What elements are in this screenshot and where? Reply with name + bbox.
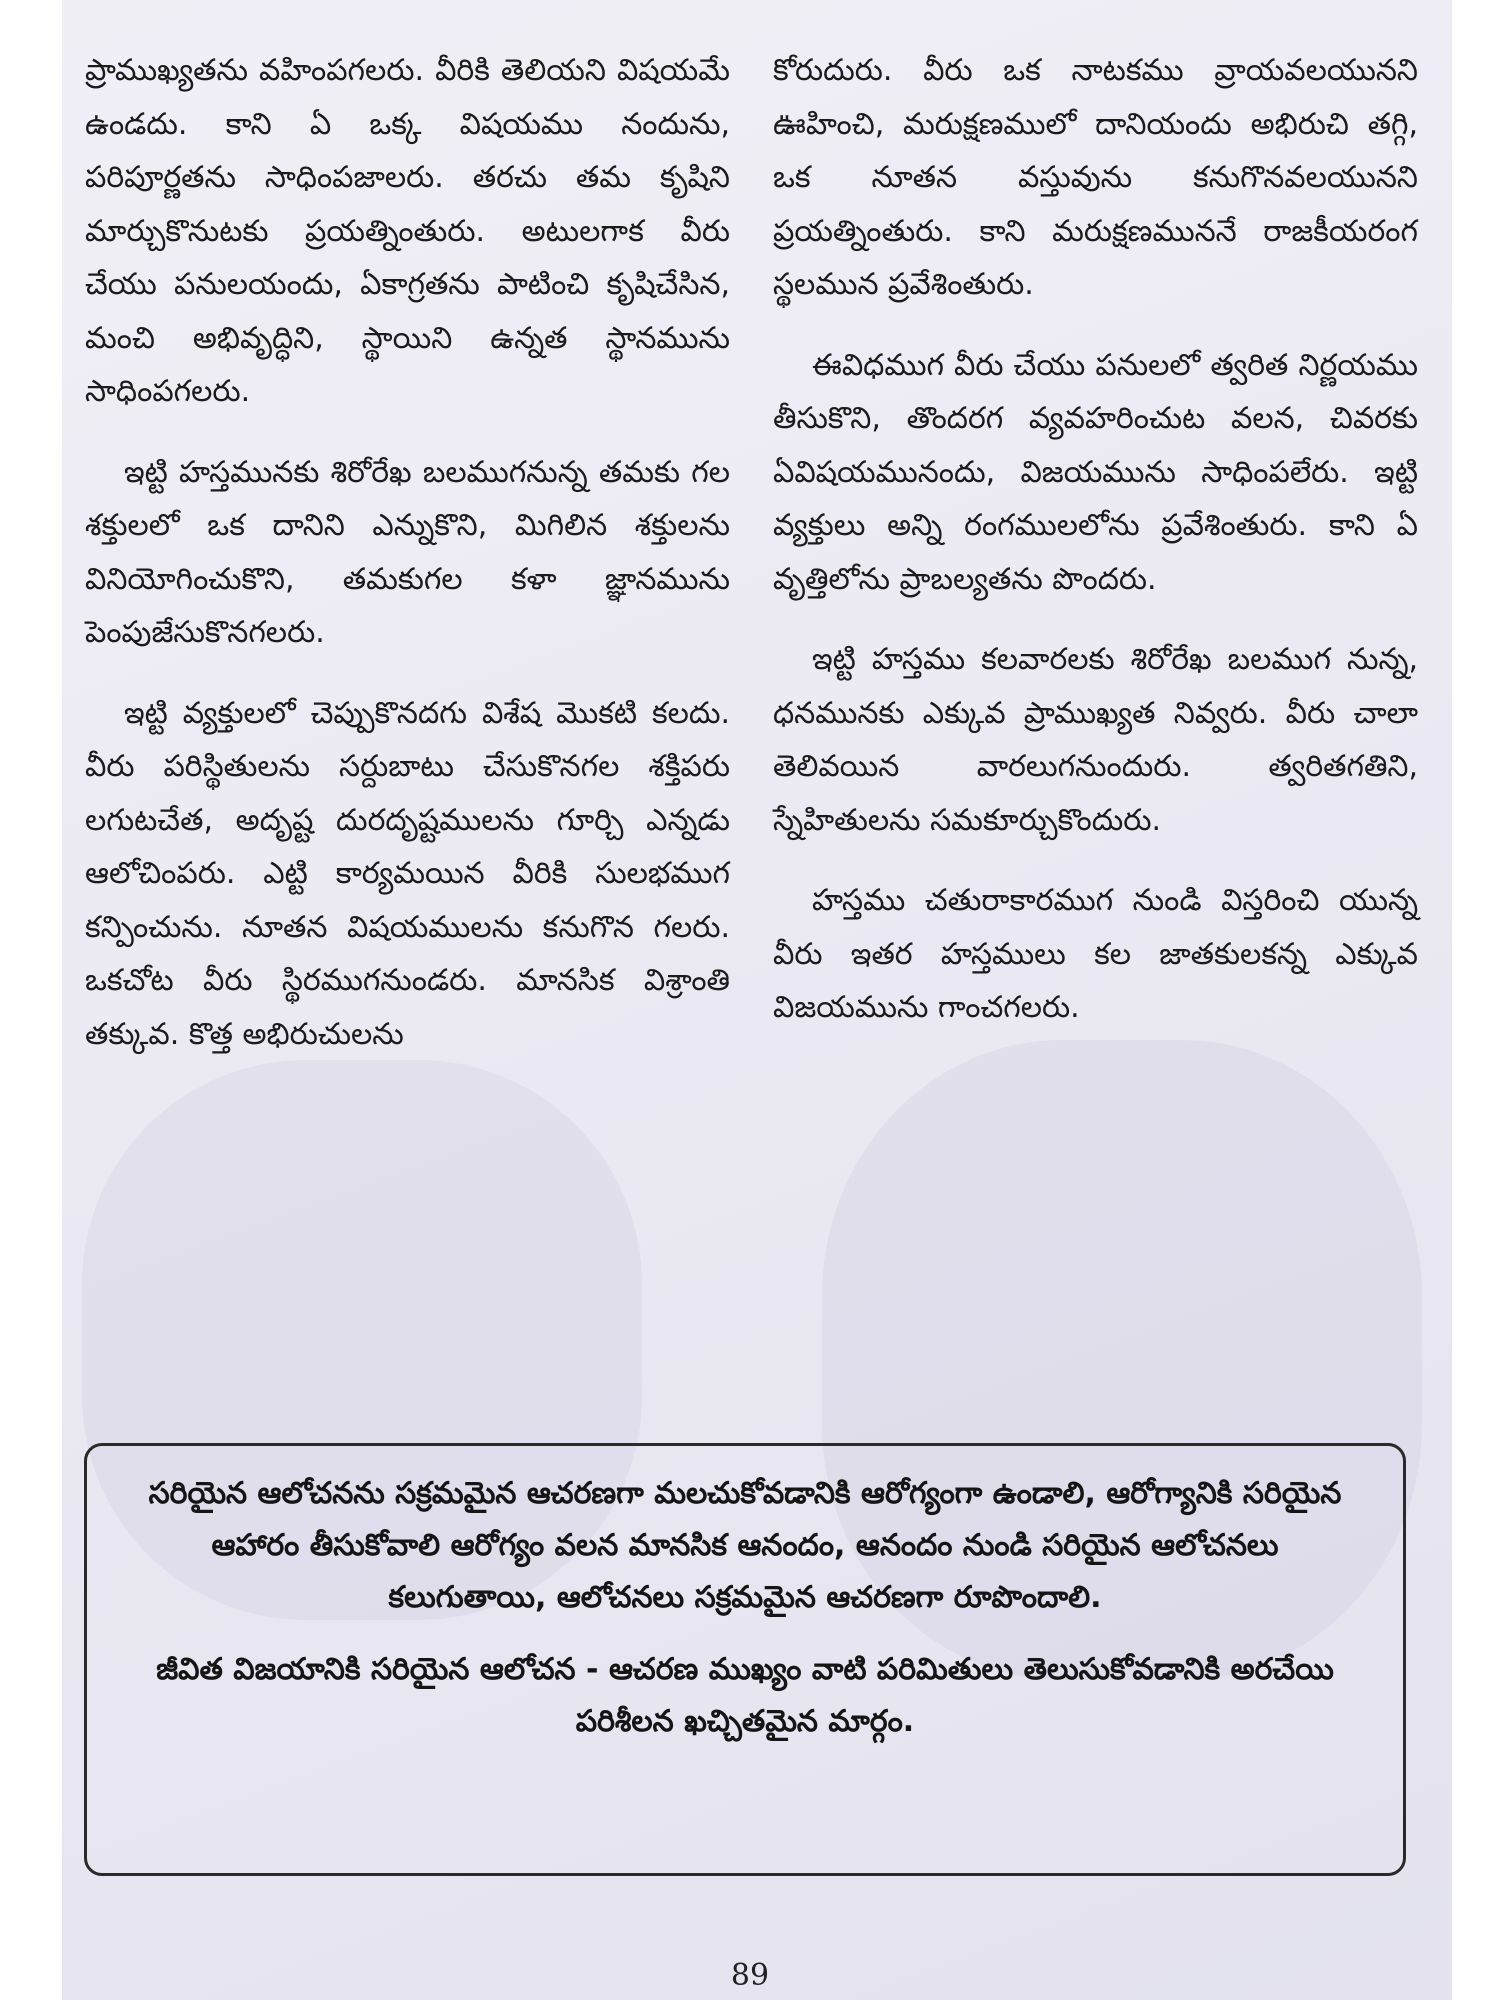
right-paragraph-3: ఇట్టి హస్తము కలవారలకు శిరోరేఖ బలముగ నున్న, ధనమునకు ఎక్కువ ప్రాముఖ్యత నివ్వరు. వీరు చాలా తెలివయిన వారలుగనుందురు. త్వరితగతిని, స్నేహితులను సమకూర్చుకొందురు.	[773, 642, 1418, 838]
quote-paragraph-1: సరియైన ఆలోచనను సక్రమమైన ఆచరణగా మలచుకోవడానికి ఆరోగ్యంగా ఉండాలి, ఆరోగ్యానికి సరియైన ఆహారం తీసుకోవాలి ఆరోగ్యం వలన మానసిక ఆనందం, ఆనందం నుండి సరియైన ఆలోచనలు కలుగుతాయి, ఆలోచనలు సక్రమమైన ఆచరణగా రూపొందాలి.	[148, 1476, 1342, 1615]
right-paragraph-4: హస్తము చతురాకారముగ నుండి విస్తరించి యున్న వీరు ఇతర హస్తములు కల జాతకులకన్న ఎక్కువ విజయమును గాంచగలరు.	[773, 883, 1418, 1025]
highlighted-quote-box	[84, 1443, 1406, 1876]
left-text-column	[85, 44, 730, 1088]
left-paragraph-1: ప్రాముఖ్యతను వహింపగలరు. వీరికి తెలియని విషయమే ఉండదు. కాని ఏ ఒక్క విషయము నందును, పరిపూర్ణతను సాధింపజాలరు. తరచు తమ కృషిని మార్చుకొనుటకు ప్రయత్నింతురు. అటులగాక వీరు చేయు పనులయందు, ఏకాగ్రతను పాటించి కృషిచేసిన, మంచి అభివృద్ధిని, స్థాయిని ఉన్నత స్థానమును సాధింపగలరు.	[85, 53, 730, 409]
page-number: 89	[730, 1958, 770, 1993]
left-paragraph-3: ఇట్టి వ్యక్తులలో చెప్పుకొనదగు విశేష మొకటి కలదు. వీరు పరిస్థితులను సర్దుబాటు చేసుకొనగల శక్తిపరు లగుటచేత, అదృష్ట దురదృష్టములను గూర్చి ఎన్నడు ఆలోచింపరు. ఎట్టి కార్యమయిన వీరికి సులభముగ కన్పించును. నూతన విషయములను కనుగొన గలరు. ఒకచోట వీరు స్థిరముగనుండరు. మానసిక విశ్రాంతి తక్కువ. కొత్త అభిరుచులను	[85, 695, 730, 1052]
quote-paragraph-2: జీవిత విజయానికి సరియైన ఆలోచన - ఆచరణ ముఖ్యం వాటి పరిమితులు తెలుసుకోవడానికి అరచేయి పరిశీలన ఖచ్చితమైన మార్గం.	[156, 1652, 1334, 1739]
right-paragraph-1: కోరుదురు. వీరు ఒక నాటకము వ్రాయవలయునని ఊహించి, మరుక్షణములో దానియందు అభిరుచి తగ్గి, ఒక నూతన వస్తువును కనుగొనవలయునని ప్రయత్నింతురు. కాని మరుక్షణముననే రాజకీయరంగ స్థలమున ప్రవేశింతురు.	[773, 53, 1418, 302]
left-paragraph-2: ఇట్టి హస్తమునకు శిరోరేఖ బలముగనున్న తమకు గల శక్తులలో ఒక దానిని ఎన్నుకొని, మిగిలిన శక్తులను వినియోగించుకొని, తమకుగల కళా జ్ఞానమును పెంపుజేసుకొనగలరు.	[85, 454, 730, 650]
right-paragraph-2: ఈవిధముగ వీరు చేయు పనులలో త్వరిత నిర్ణయము తీసుకొని, తొందరగ వ్యవహరించుట వలన, చివరకు ఏవిషయమునందు, విజయమును సాధింపలేరు. ఇట్టి వ్యక్తులు అన్ని రంగములలోను ప్రవేశింతురు. కాని ఏ వృత్తిలోను ప్రాబల్యతను పొందరు.	[773, 347, 1418, 597]
right-text-column	[773, 44, 1418, 1062]
